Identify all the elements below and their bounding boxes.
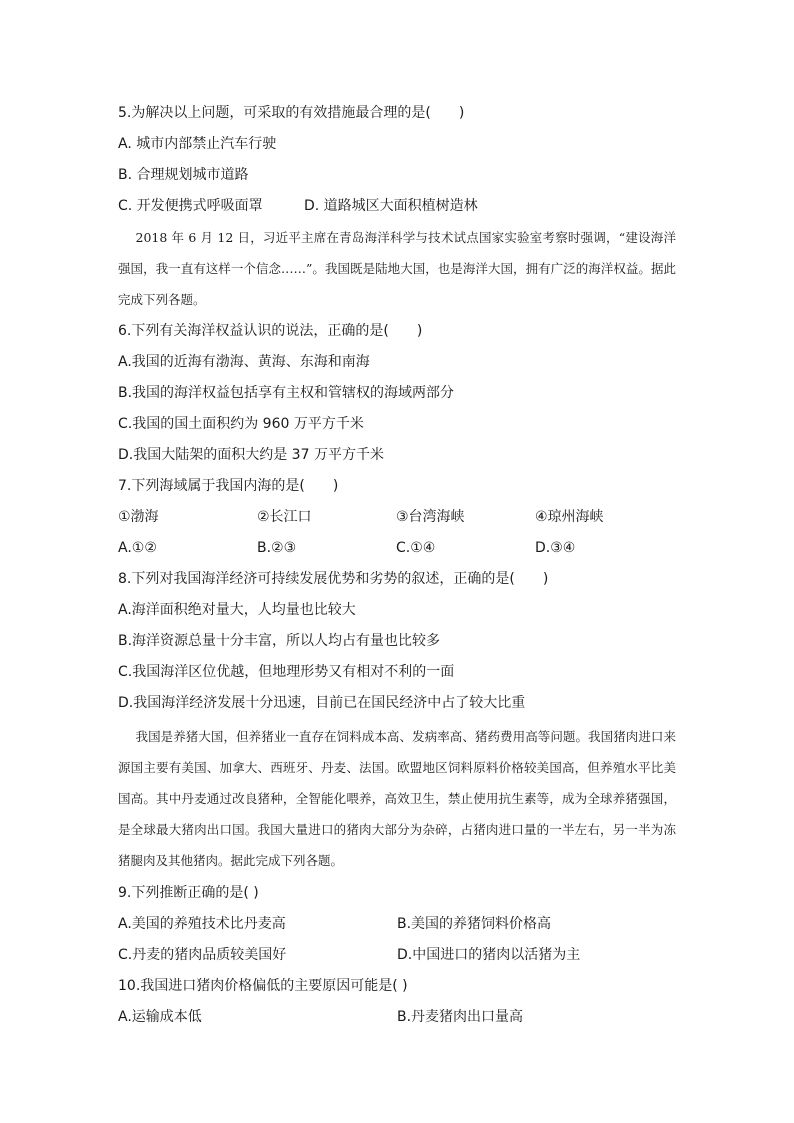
q9-option-b: B.美国的养猪饲料价格高 (397, 916, 552, 932)
q7-option-b: B.②③ (257, 540, 297, 556)
q8-option-b: B.海洋资源总量十分丰富，所以人均占有量也比较多 (118, 633, 441, 649)
q6-option-c: C.我国的国土面积约为 960 万平方千米 (118, 416, 364, 432)
q5-option-c: C. 开发便携式呼吸面罩 (118, 198, 263, 214)
q10-option-a: A.运输成本低 (118, 1009, 202, 1025)
passage-pork-text: 我国是养猪大国，但养猪业一直存在饲料成本高、发病率高、猪药费用高等问题。我国猪肉进口来源国主要有美国、加拿大、西班牙、丹麦、法国。欧盟地区饲料原料价格较美国高，但养殖水平比美国高。其中丹麦通过改良猪种，全智能化喂养，高效卫生，禁止使用抗生素等，成为全球养猪强国，是全球最大猪肉出口国。我国大量进口的猪肉大部分为杂碎，占猪肉进口量的一半左右，另一半为冻猪腿肉及其他猪肉。据此完成下列各题。 (118, 729, 676, 868)
passage-ocean (118, 222, 676, 315)
q7-item-4: ④琼州海峡 (535, 509, 604, 525)
q7-option-c: C.①④ (396, 540, 436, 556)
q7-item-2: ②长江口 (257, 509, 312, 525)
q6-option-b: B.我国的海洋权益包括享有主权和管辖权的海域两部分 (118, 385, 455, 401)
q10-stem: 10.我国进口猪肉价格偏低的主要原因可能是( ) (118, 978, 408, 994)
q5-option-d: D. 道路城区大面积植树造林 (304, 198, 478, 214)
q8-option-d: D.我国海洋经济发展十分迅速，目前已在国民经济中占了较大比重 (118, 695, 526, 711)
q9-option-d: D.中国进口的猪肉以活猪为主 (397, 947, 581, 963)
q7-item-1: ①渤海 (118, 509, 159, 525)
q9-option-c: C.丹麦的猪肉品质较美国好 (118, 947, 287, 963)
q6-option-d: D.我国大陆架的面积大约是 37 万平方千米 (118, 447, 384, 463)
q5-option-b: B. 合理规划城市道路 (118, 167, 249, 183)
q7-option-d: D.③④ (535, 540, 576, 556)
q5-option-a: A. 城市内部禁止汽车行驶 (118, 136, 277, 152)
q9-option-a: A.美国的养殖技术比丹麦高 (118, 916, 286, 932)
q8-option-a: A.海洋面积绝对量大，人均量也比较大 (118, 602, 356, 618)
q6-stem: 6.下列有关海洋权益认识的说法，正确的是( ) (118, 323, 423, 339)
q8-option-c: C.我国海洋区位优越，但地理形势又有相对不利的一面 (118, 664, 455, 680)
q5-stem: 5.为解决以上问题，可采取的有效措施最合理的是( ) (118, 105, 465, 121)
q9-stem: 9.下列推断正确的是( ) (118, 885, 259, 901)
q7-item-3: ③台湾海峡 (396, 509, 465, 525)
passage-pork (118, 721, 676, 876)
q7-option-a: A.①② (118, 540, 157, 556)
q10-option-b: B.丹麦猪肉出口量高 (397, 1009, 524, 1025)
q7-stem: 7.下列海域属于我国内海的是( ) (118, 478, 339, 494)
q8-stem: 8.下列对我国海洋经济可持续发展优势和劣势的叙述，正确的是( ) (118, 571, 549, 587)
passage-ocean-text: 2018 年 6 月 12 日，习近平主席在青岛海洋科学与技术试点国家实验室考察时强调，“建设海洋强国，我一直有这样一个信念……”。我国既是陆地大国，也是海洋大国，拥有广泛的海洋权益。据此完成下列各题。 (118, 230, 676, 307)
q6-option-a: A.我国的近海有渤海、黄海、东海和南海 (118, 354, 370, 370)
